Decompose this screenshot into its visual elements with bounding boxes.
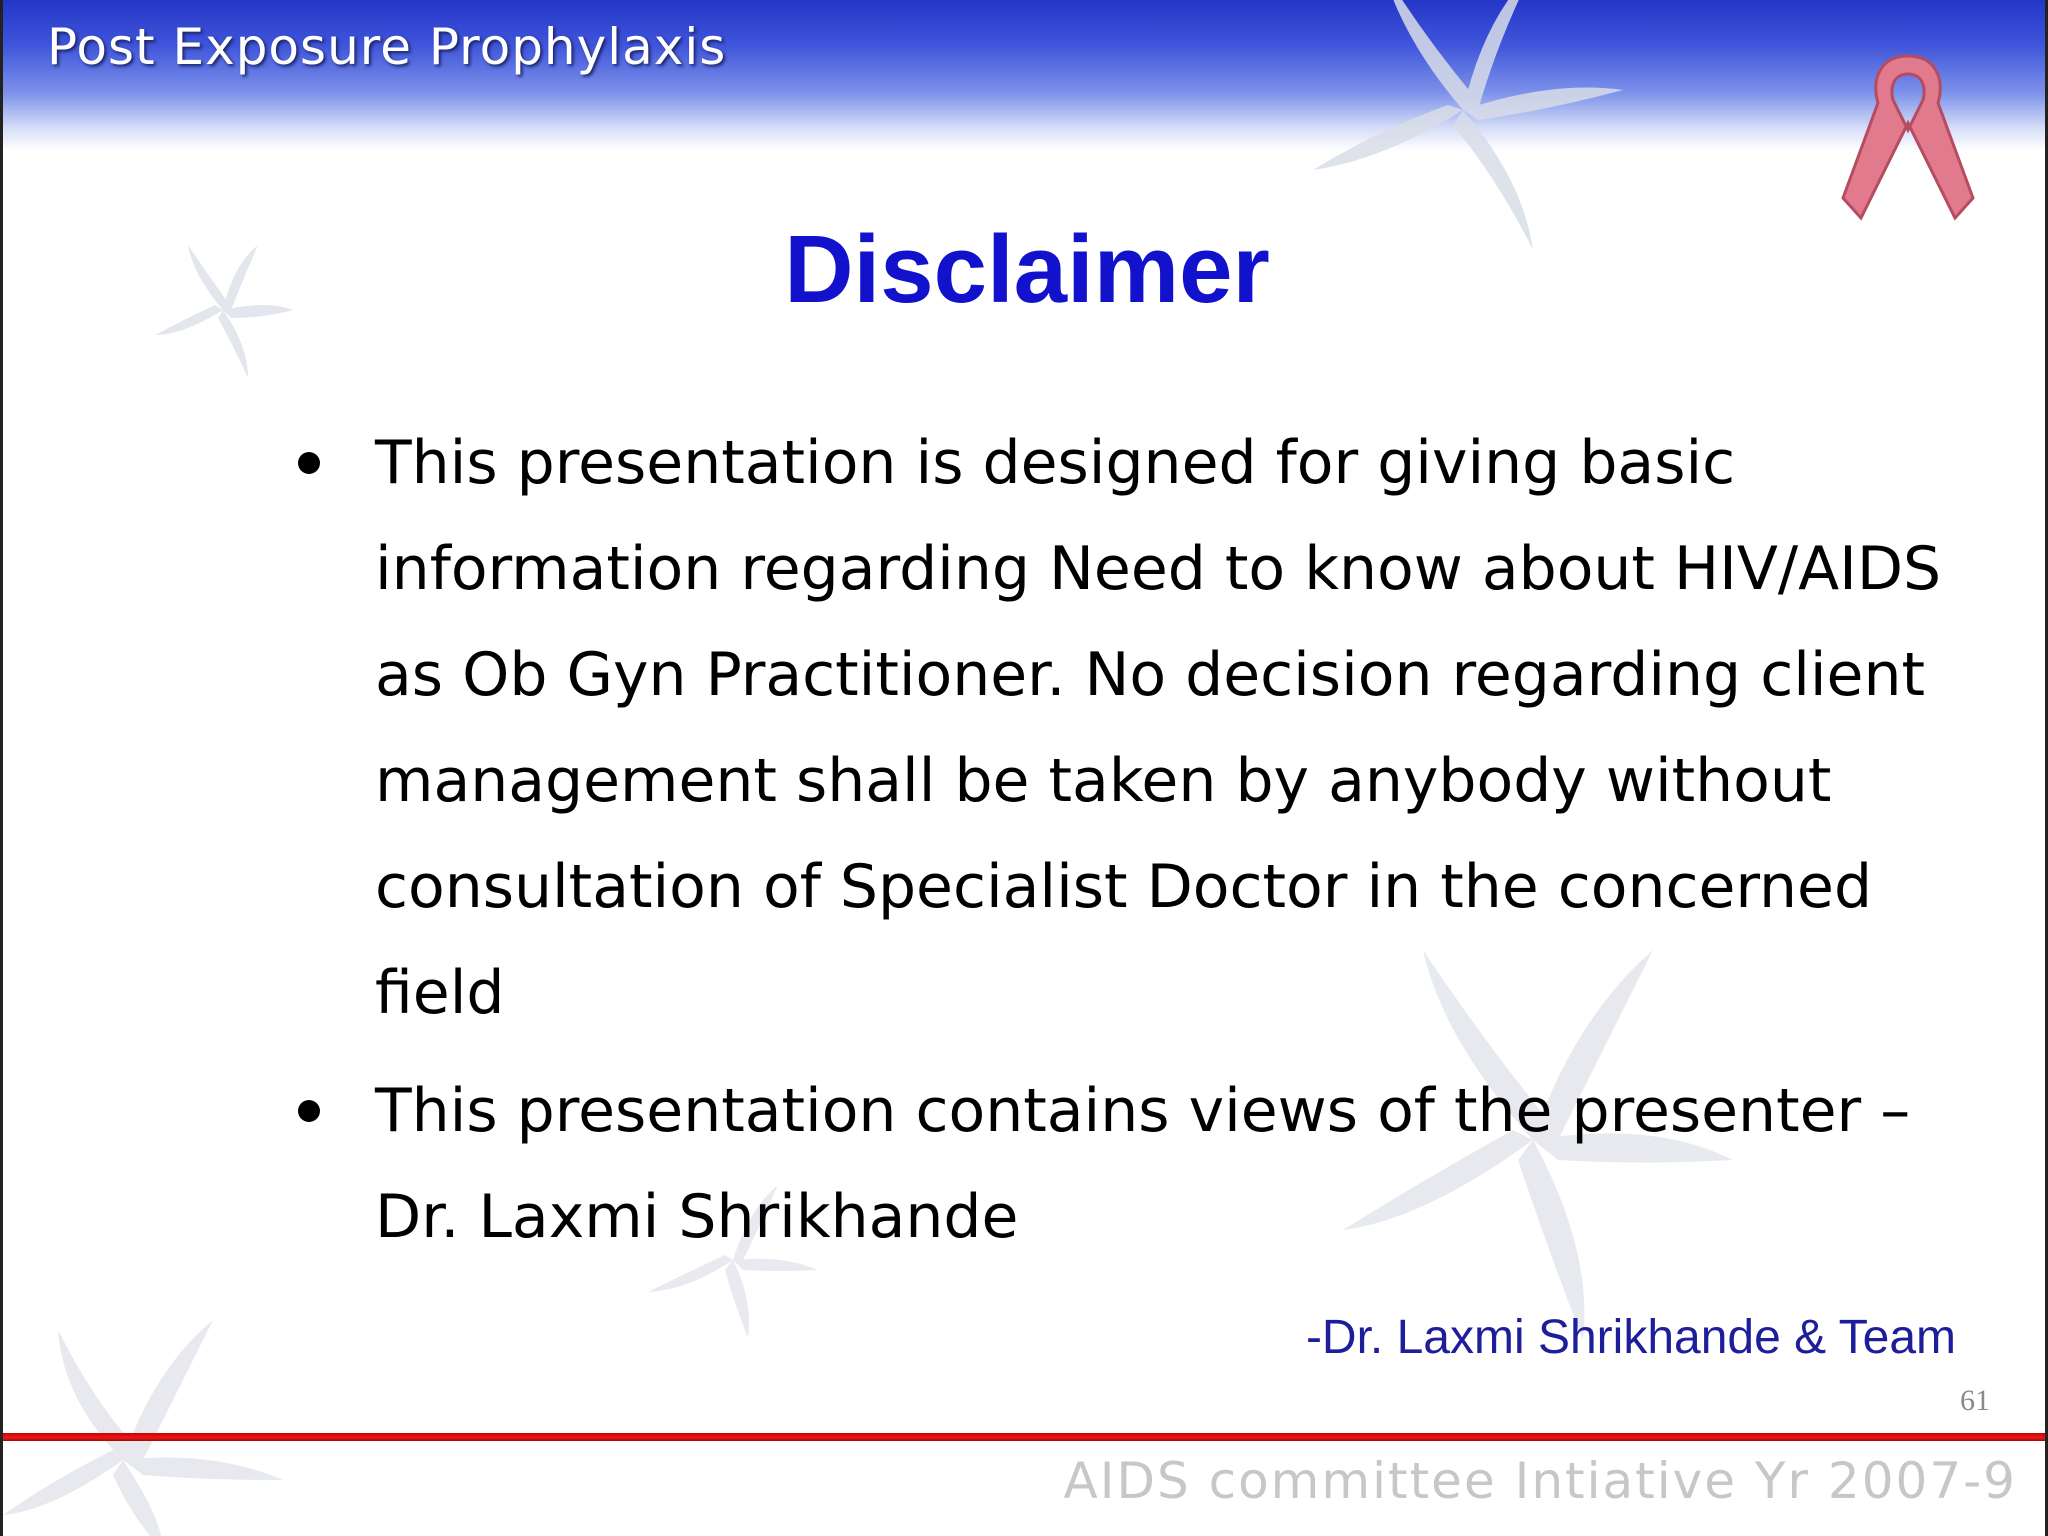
red-ribbon-icon bbox=[1833, 48, 1983, 238]
bullet-dot-icon bbox=[298, 1100, 320, 1122]
bullet-dot-icon bbox=[298, 452, 320, 474]
bullet-item bbox=[298, 410, 1998, 1046]
bullet-list bbox=[298, 410, 1998, 1282]
bullet-text: This presentation is designed for giving basic information regarding Need to know about HIV/AIDS as Ob Gyn Practitioner. No decision regarding client management shall be taken by anybody without consultation of Specialist Doctor in the concerned field bbox=[375, 428, 1942, 1028]
header-title: Post Exposure Prophylaxis bbox=[47, 18, 727, 76]
slide-title: Disclaimer bbox=[784, 216, 1270, 323]
signature: -Dr. Laxmi Shrikhande & Team bbox=[1305, 1311, 1956, 1364]
swirl-decoration-icon bbox=[3, 1310, 303, 1536]
footer-text: AIDS committee Intiative Yr 2007-9 bbox=[1063, 1452, 2017, 1510]
bullet-text: This presentation contains views of the presenter – Dr. Laxmi Shrikhande bbox=[375, 1076, 1911, 1252]
footer-divider bbox=[3, 1433, 2048, 1441]
bullet-item bbox=[298, 1058, 1998, 1270]
page-number: 61 bbox=[1960, 1384, 1990, 1417]
